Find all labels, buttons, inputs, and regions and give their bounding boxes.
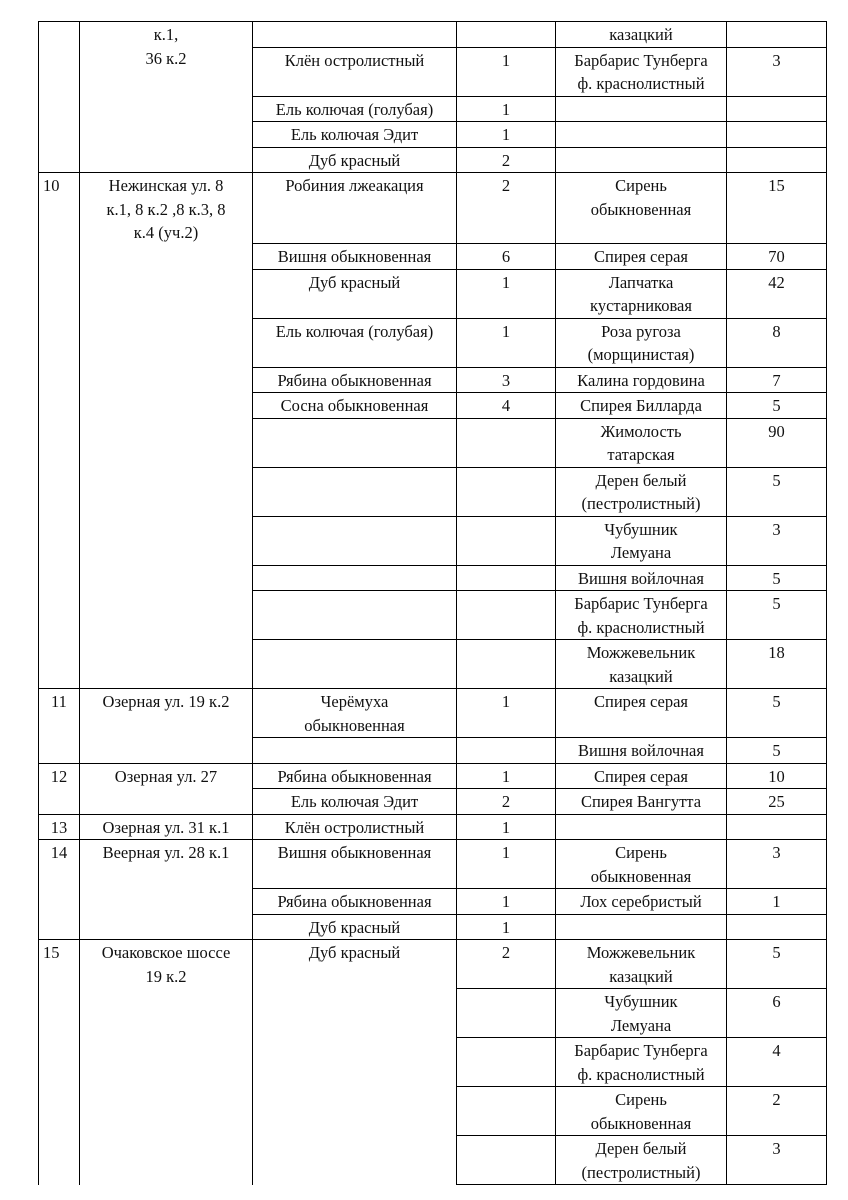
tree-cell bbox=[253, 565, 457, 591]
tree-cell bbox=[253, 640, 457, 689]
shrub-cell: Роза ругоза (морщинистая) bbox=[556, 318, 727, 367]
tree-cell: Дуб красный bbox=[253, 269, 457, 318]
shrub-cell bbox=[556, 147, 727, 173]
tree-count-cell: 2 bbox=[457, 940, 556, 989]
tree-cell: Дуб красный bbox=[253, 940, 457, 1185]
tree-cell: Вишня обыкновенная bbox=[253, 244, 457, 270]
tree-count-cell bbox=[457, 418, 556, 467]
tree-count-cell bbox=[457, 591, 556, 640]
table-row bbox=[39, 940, 827, 989]
shrub-count-cell bbox=[727, 96, 827, 122]
tree-count-cell bbox=[457, 738, 556, 764]
shrub-cell bbox=[556, 96, 727, 122]
tree-count-cell: 1 bbox=[457, 269, 556, 318]
shrub-cell: Вишня войлочная bbox=[556, 565, 727, 591]
shrub-cell: Лапчатка кустарниковая bbox=[556, 269, 727, 318]
shrub-cell bbox=[556, 914, 727, 940]
shrub-count-cell bbox=[727, 147, 827, 173]
tree-cell: Клён остролистный bbox=[253, 47, 457, 96]
tree-count-cell: 1 bbox=[457, 689, 556, 738]
row-number-cell: 10 bbox=[39, 173, 80, 689]
tree-count-cell: 6 bbox=[457, 244, 556, 270]
tree-count-cell bbox=[457, 565, 556, 591]
shrub-count-cell: 70 bbox=[727, 244, 827, 270]
shrub-cell: Спирея Билларда bbox=[556, 393, 727, 419]
shrub-cell: Барбарис Тунберга ф. краснолистный bbox=[556, 591, 727, 640]
tree-cell: Черёмуха обыкновенная bbox=[253, 689, 457, 738]
address-cell: Веерная ул. 28 к.1 bbox=[80, 840, 253, 940]
tree-cell bbox=[253, 738, 457, 764]
shrub-cell: Можжевельник казацкий bbox=[556, 640, 727, 689]
shrub-count-cell: 15 bbox=[727, 173, 827, 244]
shrub-count-cell bbox=[727, 914, 827, 940]
shrub-count-cell: 5 bbox=[727, 467, 827, 516]
tree-count-cell: 1 bbox=[457, 914, 556, 940]
tree-count-cell: 1 bbox=[457, 763, 556, 789]
row-number-cell: 13 bbox=[39, 814, 80, 840]
tree-count-cell: 1 bbox=[457, 814, 556, 840]
tree-cell: Рябина обыкновенная bbox=[253, 889, 457, 915]
tree-count-cell: 1 bbox=[457, 122, 556, 148]
address-cell: Нежинская ул. 8 к.1, 8 к.2 ,8 к.3, 8 к.4 (уч.2) bbox=[80, 173, 253, 689]
tree-count-cell bbox=[457, 989, 556, 1038]
tree-count-cell bbox=[457, 516, 556, 565]
tree-cell: Сосна обыкновенная bbox=[253, 393, 457, 419]
table-row bbox=[39, 840, 827, 889]
shrub-cell: казацкий bbox=[556, 22, 727, 48]
shrub-count-cell: 5 bbox=[727, 565, 827, 591]
row-number-cell: 11 bbox=[39, 689, 80, 764]
shrub-count-cell: 3 bbox=[727, 840, 827, 889]
address-cell: Очаковское шоссе 19 к.2 bbox=[80, 940, 253, 1185]
tree-count-cell: 1 bbox=[457, 889, 556, 915]
shrub-cell: Чубушник Лемуана bbox=[556, 516, 727, 565]
tree-count-cell bbox=[457, 22, 556, 48]
table-row bbox=[39, 814, 827, 840]
shrub-count-cell: 1 bbox=[727, 889, 827, 915]
tree-cell: Вишня обыкновенная bbox=[253, 840, 457, 889]
shrub-count-cell: 6 bbox=[727, 989, 827, 1038]
shrub-count-cell bbox=[727, 22, 827, 48]
shrub-count-cell: 5 bbox=[727, 689, 827, 738]
shrub-cell: Можжевельник казацкий bbox=[556, 940, 727, 989]
tree-count-cell: 4 bbox=[457, 393, 556, 419]
row-number-cell: 12 bbox=[39, 763, 80, 814]
tree-cell: Ель колючая Эдит bbox=[253, 789, 457, 815]
shrub-count-cell: 90 bbox=[727, 418, 827, 467]
tree-cell bbox=[253, 516, 457, 565]
tree-count-cell bbox=[457, 640, 556, 689]
shrub-count-cell: 5 bbox=[727, 393, 827, 419]
shrub-cell: Спирея серая bbox=[556, 244, 727, 270]
row-number-cell bbox=[39, 22, 80, 173]
tree-cell bbox=[253, 591, 457, 640]
table-row bbox=[39, 173, 827, 244]
address-cell: Озерная ул. 31 к.1 bbox=[80, 814, 253, 840]
table-row bbox=[39, 763, 827, 789]
tree-count-cell bbox=[457, 1136, 556, 1185]
shrub-cell: Калина гордовина bbox=[556, 367, 727, 393]
tree-cell: Рябина обыкновенная bbox=[253, 367, 457, 393]
tree-cell: Клён остролистный bbox=[253, 814, 457, 840]
shrub-count-cell: 42 bbox=[727, 269, 827, 318]
address-cell: Озерная ул. 19 к.2 bbox=[80, 689, 253, 764]
tree-count-cell: 1 bbox=[457, 47, 556, 96]
tree-count-cell bbox=[457, 1087, 556, 1136]
shrub-cell: Дерен белый (пестролистный) bbox=[556, 467, 727, 516]
shrub-cell bbox=[556, 814, 727, 840]
address-cell: Озерная ул. 27 bbox=[80, 763, 253, 814]
shrub-cell: Чубушник Лемуана bbox=[556, 989, 727, 1038]
shrub-cell bbox=[556, 122, 727, 148]
tree-cell: Дуб красный bbox=[253, 147, 457, 173]
shrub-count-cell bbox=[727, 122, 827, 148]
shrub-count-cell: 4 bbox=[727, 1038, 827, 1087]
shrub-cell: Сирень обыкновенная bbox=[556, 840, 727, 889]
shrub-count-cell: 5 bbox=[727, 940, 827, 989]
tree-cell bbox=[253, 418, 457, 467]
tree-cell: Ель колючая (голубая) bbox=[253, 96, 457, 122]
shrub-count-cell: 10 bbox=[727, 763, 827, 789]
tree-count-cell: 2 bbox=[457, 147, 556, 173]
shrub-count-cell: 7 bbox=[727, 367, 827, 393]
tree-cell bbox=[253, 467, 457, 516]
shrub-cell: Сирень обыкновенная bbox=[556, 173, 727, 244]
tree-count-cell: 1 bbox=[457, 96, 556, 122]
row-number-cell: 14 bbox=[39, 840, 80, 940]
shrub-count-cell: 8 bbox=[727, 318, 827, 367]
tree-count-cell: 2 bbox=[457, 173, 556, 244]
tree-cell: Дуб красный bbox=[253, 914, 457, 940]
tree-count-cell: 2 bbox=[457, 789, 556, 815]
table-row bbox=[39, 689, 827, 738]
shrub-cell: Барбарис Тунберга ф. краснолистный bbox=[556, 1038, 727, 1087]
shrub-cell: Дерен белый (пестролистный) bbox=[556, 1136, 727, 1185]
shrub-count-cell: 2 bbox=[727, 1087, 827, 1136]
planting-table bbox=[38, 21, 827, 1185]
address-cell: к.1, 36 к.2 bbox=[80, 22, 253, 173]
shrub-cell: Лох серебристый bbox=[556, 889, 727, 915]
tree-count-cell: 1 bbox=[457, 840, 556, 889]
tree-cell: Рябина обыкновенная bbox=[253, 763, 457, 789]
tree-count-cell: 1 bbox=[457, 318, 556, 367]
shrub-count-cell: 5 bbox=[727, 591, 827, 640]
shrub-cell: Жимолость татарская bbox=[556, 418, 727, 467]
tree-cell: Ель колючая (голубая) bbox=[253, 318, 457, 367]
tree-cell: Робиния лжеакация bbox=[253, 173, 457, 244]
shrub-cell: Спирея серая bbox=[556, 689, 727, 738]
planting-table-page bbox=[38, 21, 827, 1185]
shrub-count-cell: 5 bbox=[727, 738, 827, 764]
shrub-count-cell: 18 bbox=[727, 640, 827, 689]
shrub-count-cell: 3 bbox=[727, 47, 827, 96]
shrub-cell: Вишня войлочная bbox=[556, 738, 727, 764]
shrub-cell: Спирея Вангутта bbox=[556, 789, 727, 815]
shrub-count-cell: 3 bbox=[727, 516, 827, 565]
shrub-count-cell bbox=[727, 814, 827, 840]
tree-cell bbox=[253, 22, 457, 48]
tree-count-cell: 3 bbox=[457, 367, 556, 393]
shrub-count-cell: 3 bbox=[727, 1136, 827, 1185]
shrub-cell: Барбарис Тунберга ф. краснолистный bbox=[556, 47, 727, 96]
tree-count-cell bbox=[457, 1038, 556, 1087]
shrub-count-cell: 25 bbox=[727, 789, 827, 815]
table-row bbox=[39, 22, 827, 48]
shrub-cell: Спирея серая bbox=[556, 763, 727, 789]
shrub-cell: Сирень обыкновенная bbox=[556, 1087, 727, 1136]
tree-count-cell bbox=[457, 467, 556, 516]
row-number-cell: 15 bbox=[39, 940, 80, 1185]
tree-cell: Ель колючая Эдит bbox=[253, 122, 457, 148]
